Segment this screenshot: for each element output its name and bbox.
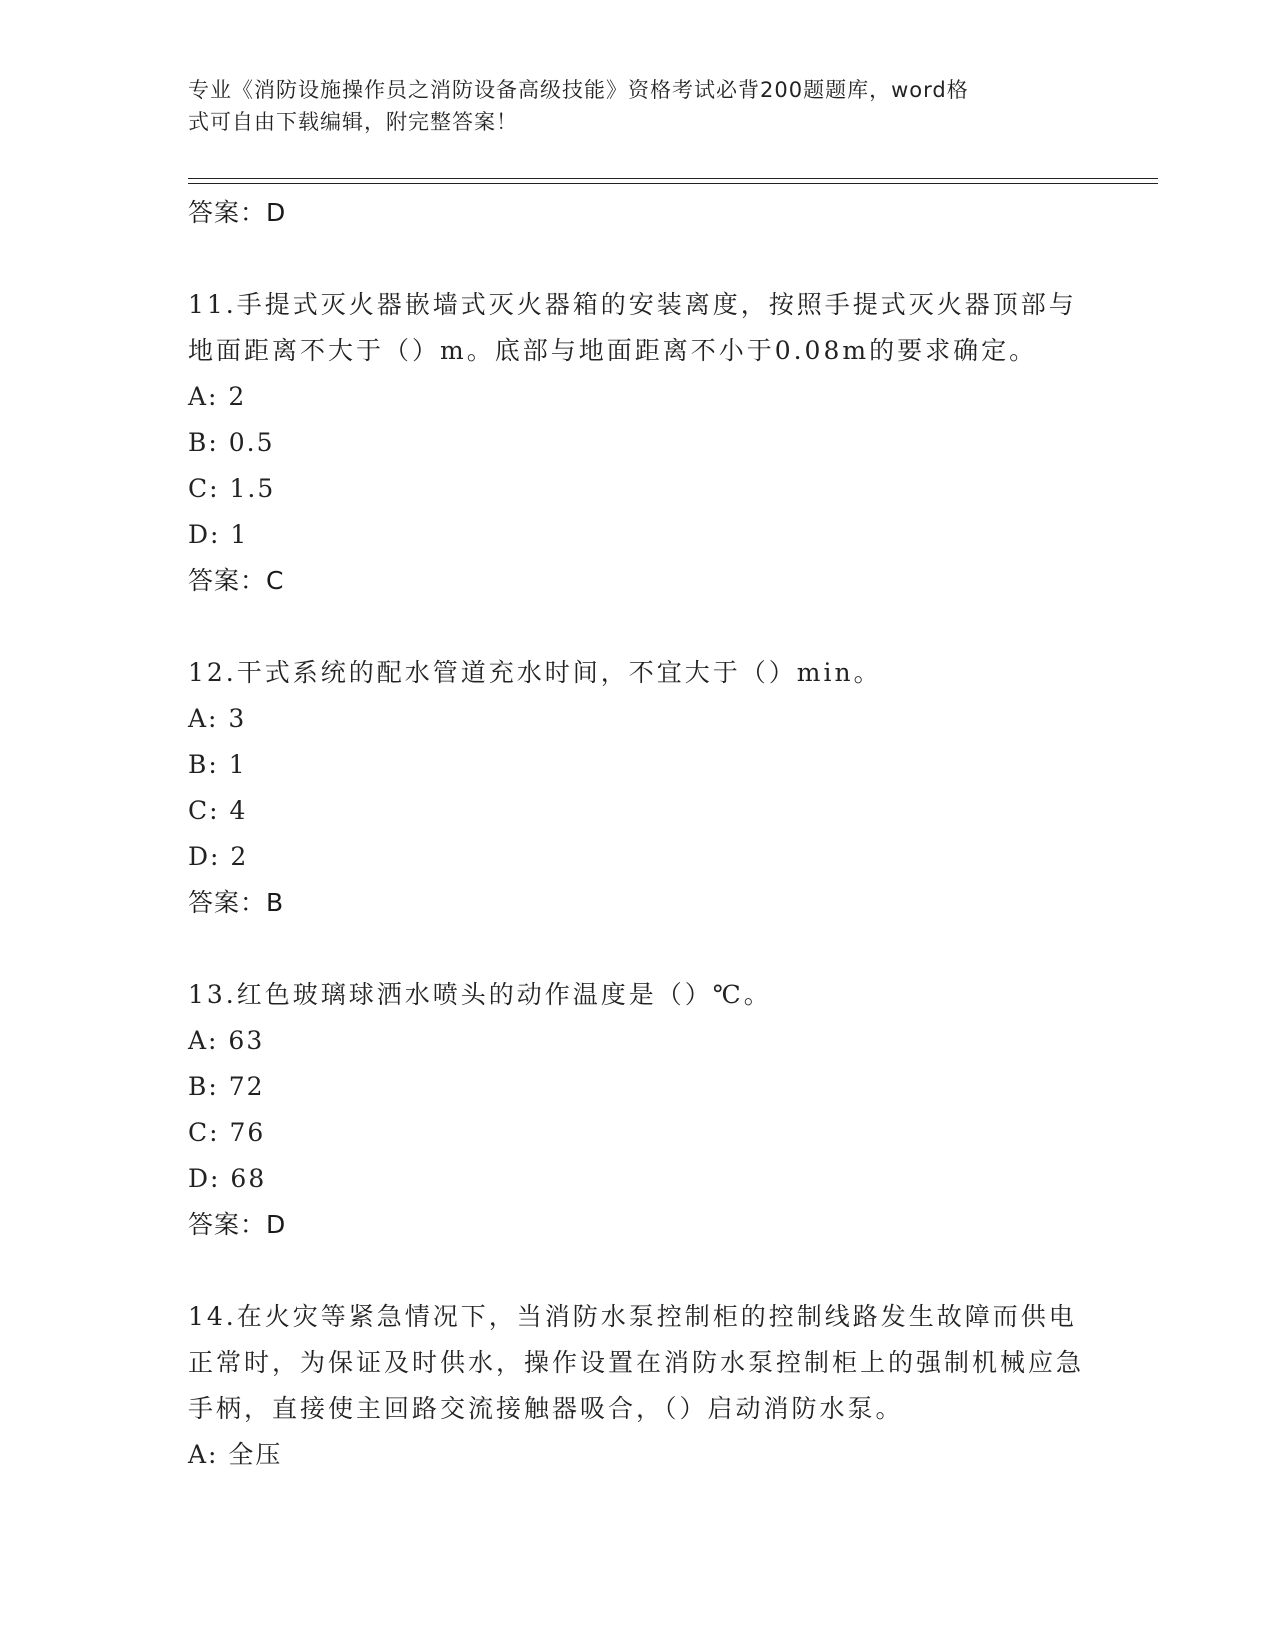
question-list	[188, 190, 1088, 1478]
option-c: C: 76	[188, 1118, 266, 1147]
option-d: D: 2	[188, 842, 249, 871]
answer-line: 答案：D	[188, 198, 287, 227]
question-11	[188, 282, 1088, 604]
option-c: C: 1.5	[188, 474, 276, 503]
option-a: A: 3	[188, 704, 247, 733]
document-header	[188, 74, 1078, 138]
answer-line: 答案：B	[188, 888, 285, 917]
answer-line: 答案：C	[188, 566, 285, 595]
header-line-1: 专业《消防设施操作员之消防设备高级技能》资格考试必背200题题库，word格	[188, 78, 969, 102]
option-a: A: 63	[188, 1026, 265, 1055]
question-12	[188, 650, 1088, 926]
question-text: 14.在火灾等紧急情况下，当消防水泵控制柜的控制线路发生故障而供电正常时，为保证及时供水，操作设置在消防水泵控制柜上的强制机械应急手柄，直接使主回路交流接触器吸合，（）启动消防水泵。	[188, 1302, 1085, 1423]
option-d: D: 1	[188, 520, 249, 549]
option-c: C: 4	[188, 796, 248, 825]
question-text: 13.红色玻璃球洒水喷头的动作温度是（）℃。	[188, 980, 772, 1009]
option-b: B: 0.5	[188, 428, 275, 457]
question-14	[188, 1294, 1088, 1478]
header-divider-bottom	[188, 183, 1158, 184]
question-13	[188, 972, 1088, 1248]
header-divider-top	[188, 178, 1158, 179]
header-line-2: 式可自由下载编辑，附完整答案！	[188, 110, 518, 134]
option-d: D: 68	[188, 1164, 267, 1193]
answer-line: 答案：D	[188, 1210, 287, 1239]
question-text: 12.干式系统的配水管道充水时间，不宜大于（）min。	[188, 658, 882, 687]
option-a: A: 2	[188, 382, 247, 411]
option-b: B: 72	[188, 1072, 265, 1101]
option-b: B: 1	[188, 750, 247, 779]
option-a: A: 全压	[188, 1440, 283, 1469]
question-text: 11.手提式灭火器嵌墙式灭火器箱的安装离度，按照手提式灭火器顶部与地面距离不大于（）m。底部与地面距离不小于0.08m的要求确定。	[188, 290, 1077, 365]
